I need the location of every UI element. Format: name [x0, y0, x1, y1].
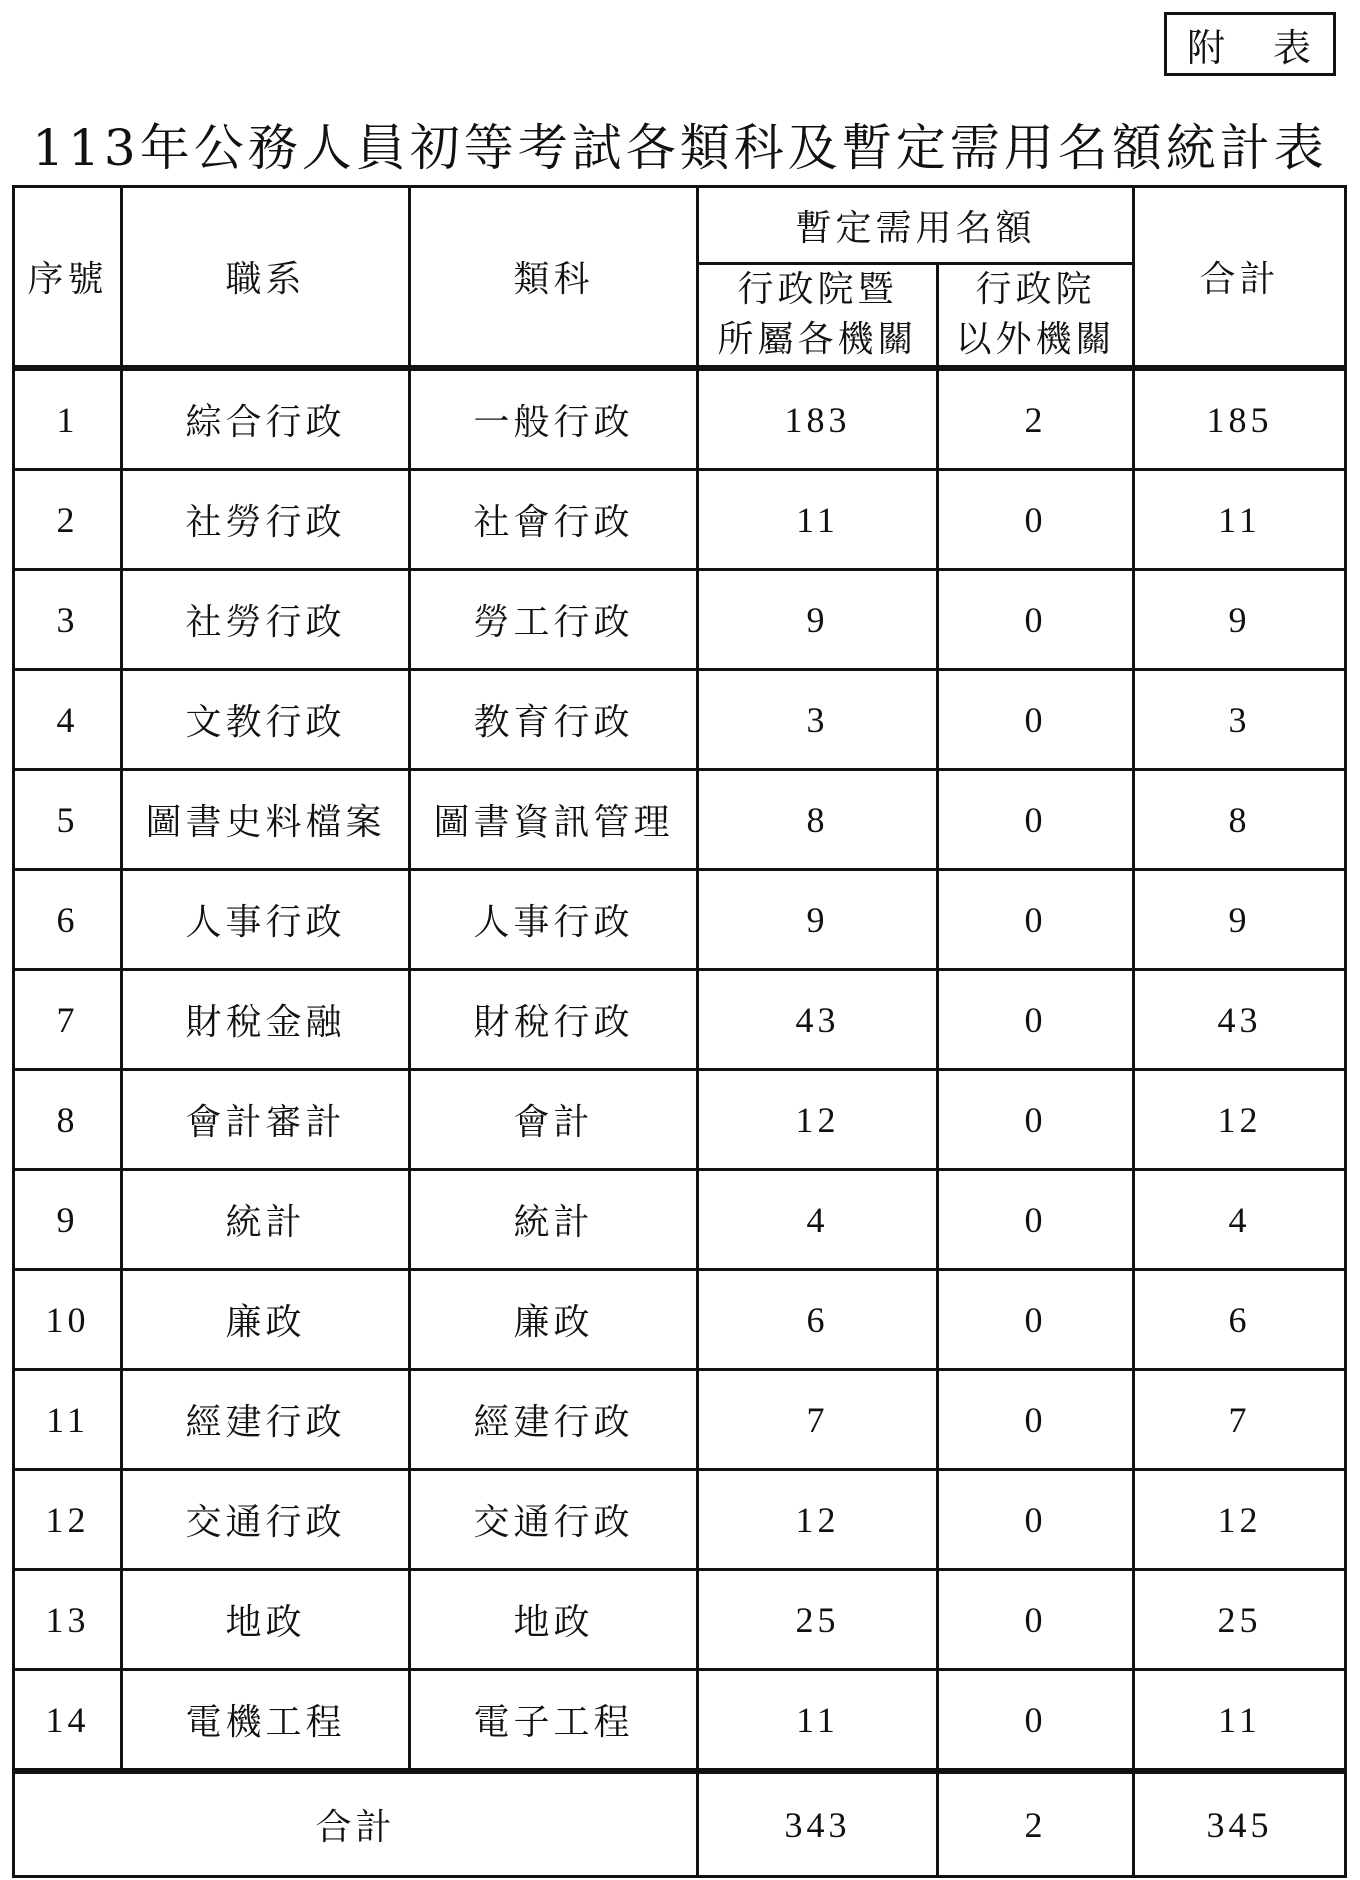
header-exec-yuan-line2: 所屬各機關	[717, 319, 918, 360]
row-exec-count: 3	[698, 670, 938, 770]
row-exec-count: 11	[698, 1670, 938, 1772]
row-category: 交通行政	[410, 1470, 698, 1570]
row-other-count: 0	[938, 570, 1134, 670]
row-total: 12	[1134, 1470, 1346, 1570]
table-body	[14, 368, 1346, 1771]
header-other-line1: 行政院	[975, 269, 1096, 310]
row-series: 會計審計	[122, 1070, 410, 1170]
row-exec-count: 4	[698, 1170, 938, 1270]
row-seq: 7	[14, 970, 122, 1070]
table-row	[14, 970, 1346, 1070]
row-other-count: 2	[938, 368, 1134, 470]
row-total: 8	[1134, 770, 1346, 870]
row-exec-count: 8	[698, 770, 938, 870]
quota-table	[12, 185, 1347, 1878]
row-seq: 1	[14, 368, 122, 470]
row-total: 3	[1134, 670, 1346, 770]
row-exec-count: 11	[698, 470, 938, 570]
row-category: 電子工程	[410, 1670, 698, 1772]
row-other-count: 0	[938, 1070, 1134, 1170]
row-category: 人事行政	[410, 870, 698, 970]
row-exec-count: 9	[698, 570, 938, 670]
row-exec-count: 183	[698, 368, 938, 470]
table-row	[14, 570, 1346, 670]
row-category: 會計	[410, 1070, 698, 1170]
table-row	[14, 368, 1346, 470]
row-category: 地政	[410, 1570, 698, 1670]
table-row	[14, 1070, 1346, 1170]
row-seq: 9	[14, 1170, 122, 1270]
row-series: 文教行政	[122, 670, 410, 770]
row-exec-count: 12	[698, 1470, 938, 1570]
row-other-count: 0	[938, 1170, 1134, 1270]
page-title: 113年公務人員初等考試各類科及暫定需用名額統計表	[32, 119, 1328, 177]
table-row	[14, 770, 1346, 870]
row-series: 財稅金融	[122, 970, 410, 1070]
row-seq: 3	[14, 570, 122, 670]
header-other-agencies	[938, 264, 1134, 369]
row-total: 9	[1134, 870, 1346, 970]
row-total: 43	[1134, 970, 1346, 1070]
row-seq: 10	[14, 1270, 122, 1370]
row-total: 185	[1134, 368, 1346, 470]
row-other-count: 0	[938, 1470, 1134, 1570]
row-total: 6	[1134, 1270, 1346, 1370]
table-row	[14, 1570, 1346, 1670]
row-seq: 11	[14, 1370, 122, 1470]
row-seq: 12	[14, 1470, 122, 1570]
row-category: 一般行政	[410, 368, 698, 470]
row-total: 11	[1134, 470, 1346, 570]
row-category: 財稅行政	[410, 970, 698, 1070]
row-total: 7	[1134, 1370, 1346, 1470]
row-exec-count: 25	[698, 1570, 938, 1670]
table-row	[14, 1670, 1346, 1772]
row-category: 經建行政	[410, 1370, 698, 1470]
row-series: 經建行政	[122, 1370, 410, 1470]
row-series: 地政	[122, 1570, 410, 1670]
row-other-count: 0	[938, 670, 1134, 770]
header-series: 職系	[122, 187, 410, 369]
row-category: 圖書資訊管理	[410, 770, 698, 870]
total-exec: 343	[698, 1771, 938, 1877]
table-row	[14, 1270, 1346, 1370]
row-total: 25	[1134, 1570, 1346, 1670]
row-category: 教育行政	[410, 670, 698, 770]
header-exec-yuan	[698, 264, 938, 369]
header-exec-yuan-line1: 行政院暨	[737, 269, 898, 310]
row-total: 11	[1134, 1670, 1346, 1772]
table-row	[14, 470, 1346, 570]
row-category: 統計	[410, 1170, 698, 1270]
row-category: 廉政	[410, 1270, 698, 1370]
row-category: 勞工行政	[410, 570, 698, 670]
row-series: 社勞行政	[122, 470, 410, 570]
row-seq: 8	[14, 1070, 122, 1170]
row-seq: 5	[14, 770, 122, 870]
row-other-count: 0	[938, 470, 1134, 570]
row-series: 社勞行政	[122, 570, 410, 670]
header-quota-group: 暫定需用名額	[698, 187, 1134, 264]
row-total: 12	[1134, 1070, 1346, 1170]
row-other-count: 0	[938, 770, 1134, 870]
row-total: 9	[1134, 570, 1346, 670]
row-seq: 14	[14, 1670, 122, 1772]
table-row	[14, 870, 1346, 970]
header-total: 合計	[1134, 187, 1346, 369]
appendix-label: 附 表	[1164, 12, 1336, 76]
row-other-count: 0	[938, 1370, 1134, 1470]
row-exec-count: 43	[698, 970, 938, 1070]
table-row	[14, 1170, 1346, 1270]
row-seq: 4	[14, 670, 122, 770]
row-series: 統計	[122, 1170, 410, 1270]
row-exec-count: 7	[698, 1370, 938, 1470]
row-other-count: 0	[938, 1670, 1134, 1772]
row-seq: 13	[14, 1570, 122, 1670]
table-row	[14, 1370, 1346, 1470]
row-seq: 2	[14, 470, 122, 570]
row-exec-count: 9	[698, 870, 938, 970]
row-other-count: 0	[938, 970, 1134, 1070]
row-exec-count: 12	[698, 1070, 938, 1170]
row-seq: 6	[14, 870, 122, 970]
total-sum: 345	[1134, 1771, 1346, 1877]
total-label: 合計	[14, 1771, 698, 1877]
row-series: 交通行政	[122, 1470, 410, 1570]
row-series: 綜合行政	[122, 368, 410, 470]
header-category: 類科	[410, 187, 698, 369]
row-series: 人事行政	[122, 870, 410, 970]
row-other-count: 0	[938, 870, 1134, 970]
table-row	[14, 1470, 1346, 1570]
header-seq: 序號	[14, 187, 122, 369]
row-series: 廉政	[122, 1270, 410, 1370]
row-other-count: 0	[938, 1570, 1134, 1670]
header-other-line2: 以外機關	[955, 319, 1116, 360]
row-exec-count: 6	[698, 1270, 938, 1370]
table-row	[14, 670, 1346, 770]
row-other-count: 0	[938, 1270, 1134, 1370]
row-total: 4	[1134, 1170, 1346, 1270]
row-series: 電機工程	[122, 1670, 410, 1772]
row-category: 社會行政	[410, 470, 698, 570]
total-other: 2	[938, 1771, 1134, 1877]
row-series: 圖書史料檔案	[122, 770, 410, 870]
total-row	[14, 1771, 1346, 1877]
